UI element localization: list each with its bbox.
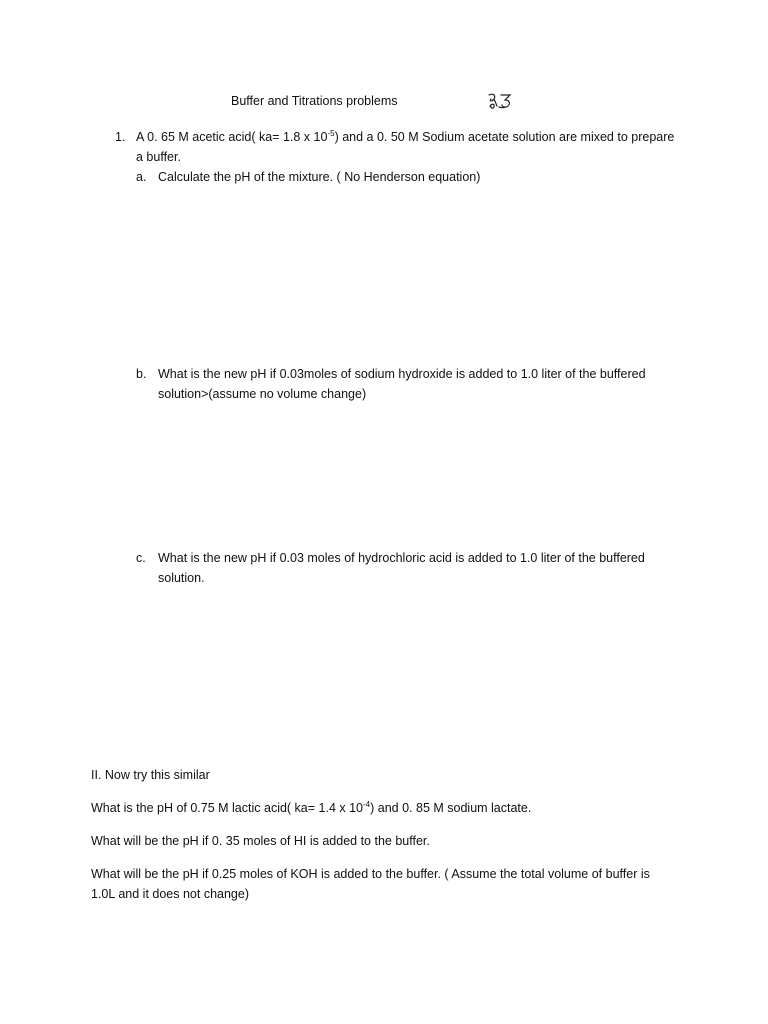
- subquestion-c-text-line2: solution.: [158, 571, 205, 585]
- subquestion-b-text-line2: solution>(assume no volume change): [158, 387, 367, 401]
- part2-question-2: What will be the pH if 0. 35 moles of HI is added to the buffer.: [91, 834, 430, 848]
- subquestion-b-text: What is the new pH if 0.03moles of sodium hydroxide is added to 1.0 liter of the buffered: [158, 367, 646, 381]
- subquestion-a-label: a.: [136, 170, 147, 184]
- subquestion-b-label: b.: [136, 367, 147, 381]
- subquestion-a-text: Calculate the pH of the mixture. ( No Henderson equation): [158, 170, 481, 184]
- question-number: 1.: [115, 130, 126, 144]
- part2-question-3-line2: 1.0L and it does not change): [91, 887, 249, 901]
- exponent: -5: [327, 129, 335, 138]
- exponent: -4: [363, 800, 371, 809]
- question-1-stem-line2: a buffer.: [136, 150, 181, 164]
- section-heading: II. Now try this similar: [91, 768, 210, 782]
- subquestion-c-text: What is the new pH if 0.03 moles of hydrochloric acid is added to 1.0 liter of the buffered: [158, 551, 645, 565]
- question-1-stem: A 0. 65 M acetic acid( ka= 1.8 x $10^{-5}$) and a 0. 50 M Sodium acetate solution are mixed to prepare: [136, 129, 675, 144]
- subquestion-c-label: c.: [136, 551, 146, 565]
- page-title: Buffer and Titrations problems: [231, 94, 398, 108]
- part2-question-3: What will be the pH if 0.25 moles of KOH is added to the buffer. ( Assume the total volume of buffer is: [91, 867, 650, 881]
- part2-question-1: What is the pH of 0.75 M lactic acid( ka= 1.4 x $10^{-4}$) and 0. 85 M sodium lactate.: [91, 800, 532, 815]
- handwritten-logo: [486, 92, 514, 110]
